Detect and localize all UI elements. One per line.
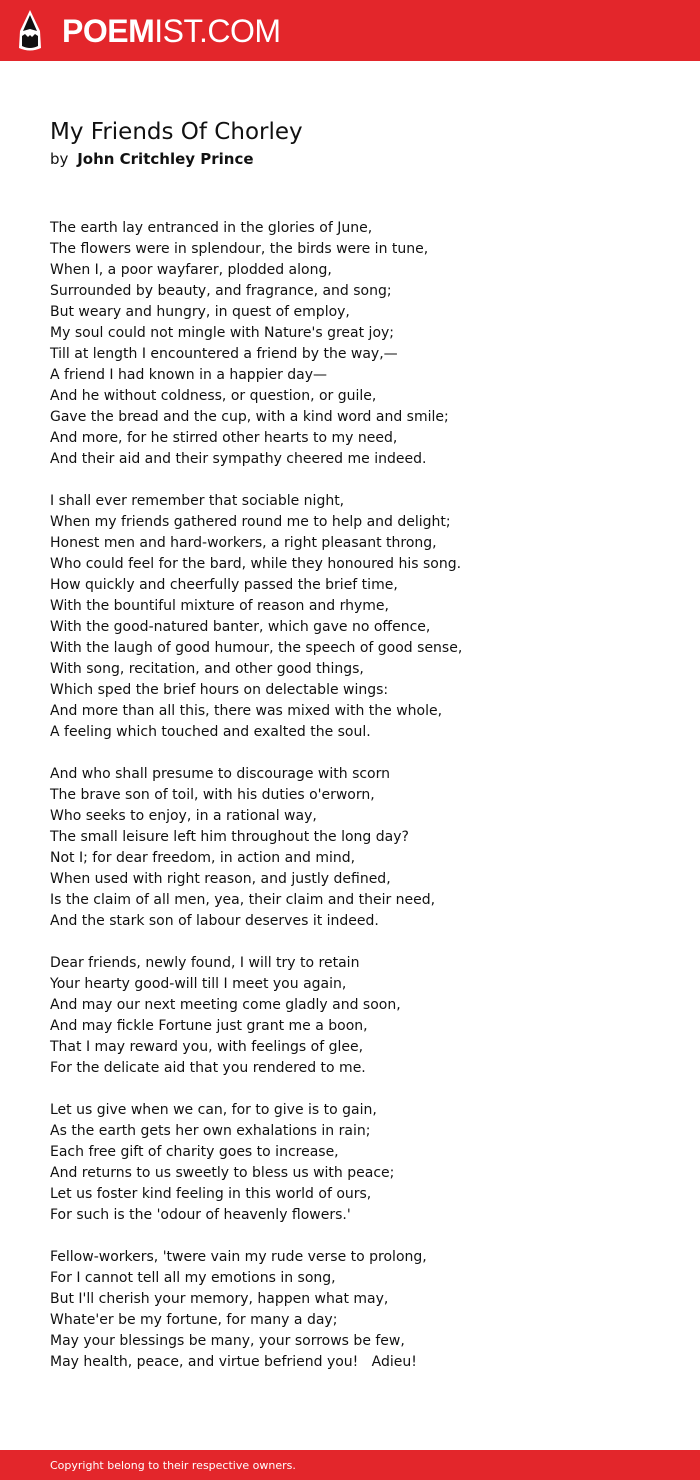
site-logo[interactable] xyxy=(62,12,281,50)
site-footer xyxy=(0,1450,700,1480)
poem-line: And returns to us sweetly to bless us with peace; xyxy=(50,1165,395,1181)
poem-line: Your hearty good-will till I meet you again, xyxy=(50,976,347,992)
poem-line: When I, a poor wayfarer, plodded along, xyxy=(50,262,332,278)
poem-line: When used with right reason, and justly defined, xyxy=(50,871,391,887)
poem-line: I shall ever remember that sociable night, xyxy=(50,493,345,509)
poem-line: How quickly and cheerfully passed the brief time, xyxy=(50,577,398,593)
poem-line: May health, peace, and virtue befriend you! Adieu! xyxy=(50,1354,417,1370)
poem-line: And who shall presume to discourage with scorn xyxy=(50,766,391,782)
poem-line: Let us give when we can, for to give is to gain, xyxy=(50,1102,377,1118)
poem-body xyxy=(50,218,670,1394)
logo-text-bold: POEM xyxy=(62,13,155,49)
poem-line: The small leisure left him throughout the long day? xyxy=(50,829,409,845)
poem-line: Honest men and hard-workers, a right pleasant throng, xyxy=(50,535,437,551)
poem-line: Not I; for dear freedom, in action and mind, xyxy=(50,850,356,866)
poem-line: A feeling which touched and exalted the soul. xyxy=(50,724,371,740)
poem-line: But I'll cherish your memory, happen what may, xyxy=(50,1291,389,1307)
poem-line: As the earth gets her own exhalations in rain; xyxy=(50,1123,371,1139)
byline xyxy=(50,149,254,169)
poem-line: The earth lay entranced in the glories of June, xyxy=(50,220,373,236)
poem-line: Dear friends, newly found, I will try to retain xyxy=(50,955,360,971)
poem-line: For such is the 'odour of heavenly flowers.' xyxy=(50,1207,351,1223)
poem-line: That I may reward you, with feelings of glee, xyxy=(50,1039,364,1055)
poem-line: May your blessings be many, your sorrows be few, xyxy=(50,1333,405,1349)
poem-line: When my friends gathered round me to help and delight; xyxy=(50,514,451,530)
stanza xyxy=(50,1247,670,1373)
poem-line: Gave the bread and the cup, with a kind word and smile; xyxy=(50,409,449,425)
poem-line: And the stark son of labour deserves it indeed. xyxy=(50,913,379,929)
poem-line: For the delicate aid that you rendered to me. xyxy=(50,1060,366,1076)
stanza xyxy=(50,491,670,743)
stanza xyxy=(50,1100,670,1226)
stanza xyxy=(50,953,670,1079)
poem-line: Fellow-workers, 'twere vain my rude verse to prolong, xyxy=(50,1249,427,1265)
copyright-text: Copyright belong to their respective owners. xyxy=(50,1459,296,1472)
poem-line: Till at length I encountered a friend by the way,— xyxy=(50,346,398,362)
poem-line: Who seeks to enjoy, in a rational way, xyxy=(50,808,317,824)
site-header xyxy=(0,0,700,61)
poem-line: Is the claim of all men, yea, their claim and their need, xyxy=(50,892,436,908)
poem-line: The flowers were in splendour, the birds were in tune, xyxy=(50,241,429,257)
poem-line: And may our next meeting come gladly and soon, xyxy=(50,997,401,1013)
logo-text-thin: IST.COM xyxy=(154,13,281,49)
poem-line: And may fickle Fortune just grant me a boon, xyxy=(50,1018,368,1034)
poem-line: Which sped the brief hours on delectable wings: xyxy=(50,682,389,698)
poem-line: With the bountiful mixture of reason and rhyme, xyxy=(50,598,389,614)
poem-line: A friend I had known in a happier day— xyxy=(50,367,328,383)
by-label: by xyxy=(50,150,69,168)
pen-nib-icon[interactable] xyxy=(17,9,43,53)
poem-line: With the good-natured banter, which gave no offence, xyxy=(50,619,431,635)
poem-line: Each free gift of charity goes to increase, xyxy=(50,1144,339,1160)
poem-line: And more, for he stirred other hearts to my need, xyxy=(50,430,398,446)
poem-line: And more than all this, there was mixed with the whole, xyxy=(50,703,443,719)
stanza xyxy=(50,218,670,470)
poem-line: For I cannot tell all my emotions in song, xyxy=(50,1270,336,1286)
poem-line: With song, recitation, and other good things, xyxy=(50,661,364,677)
poem-title: My Friends Of Chorley xyxy=(50,119,303,145)
poem-line: Who could feel for the bard, while they honoured his song. xyxy=(50,556,462,572)
poem-line: And their aid and their sympathy cheered me indeed. xyxy=(50,451,427,467)
poem-line: My soul could not mingle with Nature's great joy; xyxy=(50,325,395,341)
stanza xyxy=(50,764,670,932)
poem-line: The brave son of toil, with his duties o'erworn, xyxy=(50,787,375,803)
poem-line: Whate'er be my fortune, for many a day; xyxy=(50,1312,338,1328)
poem-line: Let us foster kind feeling in this world of ours, xyxy=(50,1186,372,1202)
poem-line: But weary and hungry, in quest of employ, xyxy=(50,304,350,320)
poem-line: Surrounded by beauty, and fragrance, and song; xyxy=(50,283,392,299)
author-name: John Critchley Prince xyxy=(77,150,254,168)
poem-line: And he without coldness, or question, or guile, xyxy=(50,388,377,404)
poem-line: With the laugh of good humour, the speech of good sense, xyxy=(50,640,463,656)
